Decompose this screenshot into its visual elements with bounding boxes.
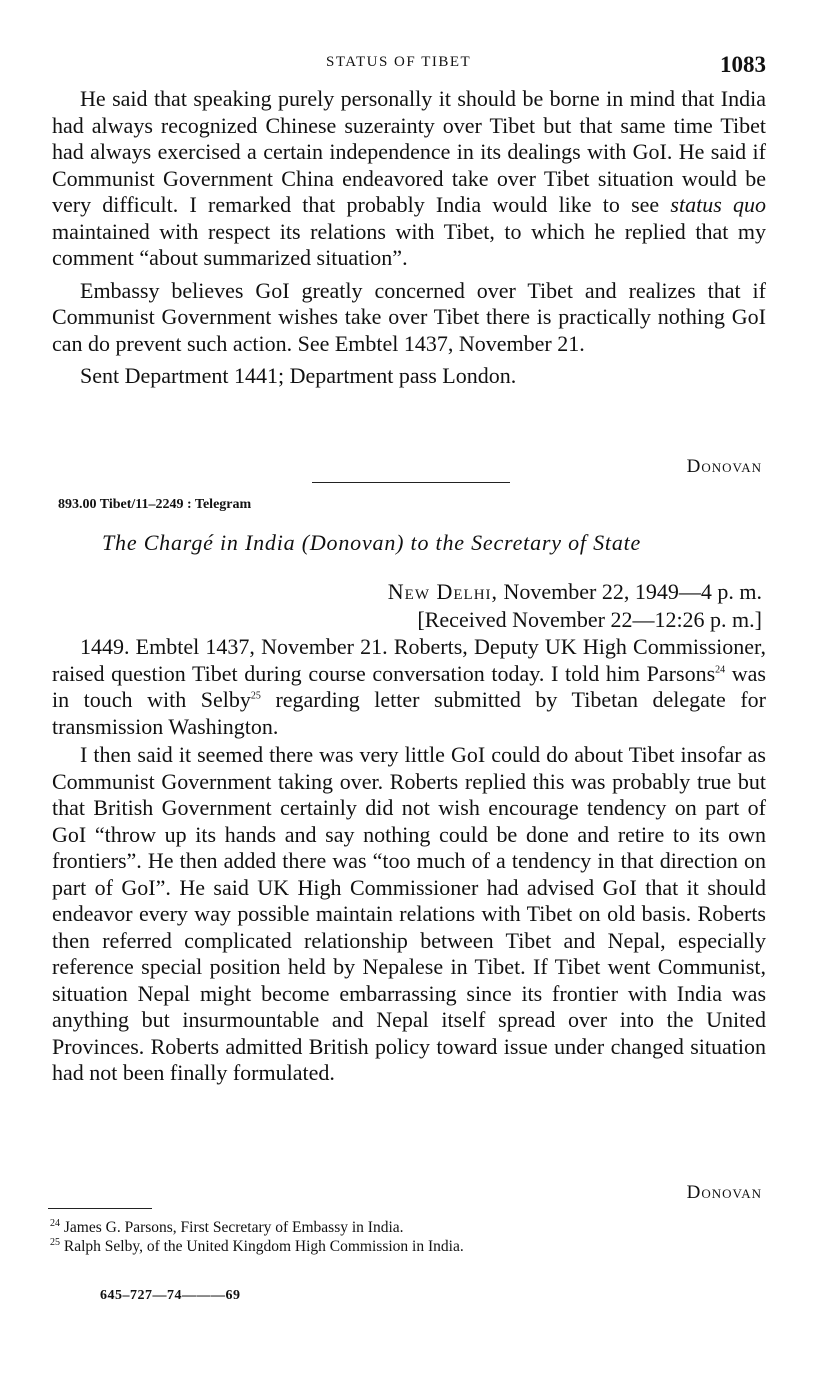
file-reference: 893.00 Tibet/11–2249 : Telegram [58, 497, 252, 512]
footnote-rule [48, 1208, 152, 1209]
footnotes [50, 1218, 464, 1256]
signature: Donovan [686, 456, 762, 477]
paragraph [52, 86, 766, 272]
paragraph-text: was in touch with Selby [52, 660, 766, 712]
paragraph: I then said it seemed there was very little GoI could do about Tibet insofar as Communist Government taking over. Roberts replied this was probably true but that British Government certainly did not wish encourage tendency on part of GoI “throw up its hands and say nothing could be done and retire to its own frontiers”. He then added there was “too much of a tendency in that direction on part of GoI”. He said UK High Commissioner had advised GoI that it should endeavor every way possible maintain relations with Tibet on old basis. Roberts then referred complicated relationship between Tibet and Nepal, especially reference special position held by Nepalese in Tibet. If Tibet went Communist, situation Nepal might become embarrassing since its frontier with India was anything but insurmountable and Nepal itself spread over into the United Provinces. Roberts admitted British policy toward issue under changed situation had not been finally formulated. [52, 742, 766, 1085]
paragraph: Embassy believes GoI greatly concerned over Tibet and realizes that if Communist Government wishes take over Tibet there is practically nothing GoI can do prevent such action. See Embtel 1437, November 21. [52, 277, 766, 356]
footnote-text: Ralph Selby, of the United Kingdom High Commission in India. [60, 1238, 464, 1255]
dateline-sent [388, 578, 762, 606]
footnote-mark: 24 [50, 1217, 60, 1229]
paragraph-text: He said that speaking purely personally it should be borne in mind that India had always recognized Chinese suzerainty over Tibet but that same time Tibet had always exercised a certain independence in its dealings with GoI. He said if Communist Government China endeavored take over Tibet situation would be very difficult. I remarked that probably India would like to see [52, 86, 766, 217]
telegram-body [52, 634, 766, 1087]
paragraph-text: 1449. Embtel 1437, November 21. Roberts, Deputy UK High Commissioner, raised question Tibet during course conversation today. I told him Parsons [52, 634, 766, 686]
paragraph [52, 634, 766, 740]
dateline-date: November 22, 1949—4 p. m. [498, 579, 762, 604]
running-header [0, 52, 838, 82]
footnote [50, 1218, 464, 1237]
italic-phrase: status quo [670, 192, 766, 217]
footnote [50, 1237, 464, 1256]
paragraph-text: regarding letter submitted by Tibetan delegate for transmission Washington. [52, 687, 767, 739]
footnote-mark: 25 [50, 1236, 60, 1248]
signature: Donovan [686, 1182, 762, 1203]
footnote-marker[interactable]: 24 [715, 664, 726, 676]
section-divider [312, 482, 510, 483]
dateline-city: New Delhi, [387, 579, 499, 604]
dateline [388, 578, 762, 634]
footnote-text: James G. Parsons, First Secretary of Embassy in India. [60, 1219, 404, 1236]
paragraph-text: maintained with respect its relations with Tibet, to which he replied that my comment “about summarized situation”. [52, 218, 766, 270]
continued-telegram-body [52, 86, 766, 390]
page-number: 1083 [720, 52, 766, 77]
printing-code: 645–727—74———69 [100, 1288, 241, 1303]
running-title: STATUS OF TIBET [326, 54, 472, 70]
document-title: The Chargé in India (Donovan) to the Secretary of State [102, 530, 642, 555]
paragraph: Sent Department 1441; Department pass London. [80, 363, 517, 388]
dateline-received: [Received November 22—12:26 p. m.] [417, 607, 762, 632]
footnote-marker[interactable]: 25 [250, 690, 261, 702]
